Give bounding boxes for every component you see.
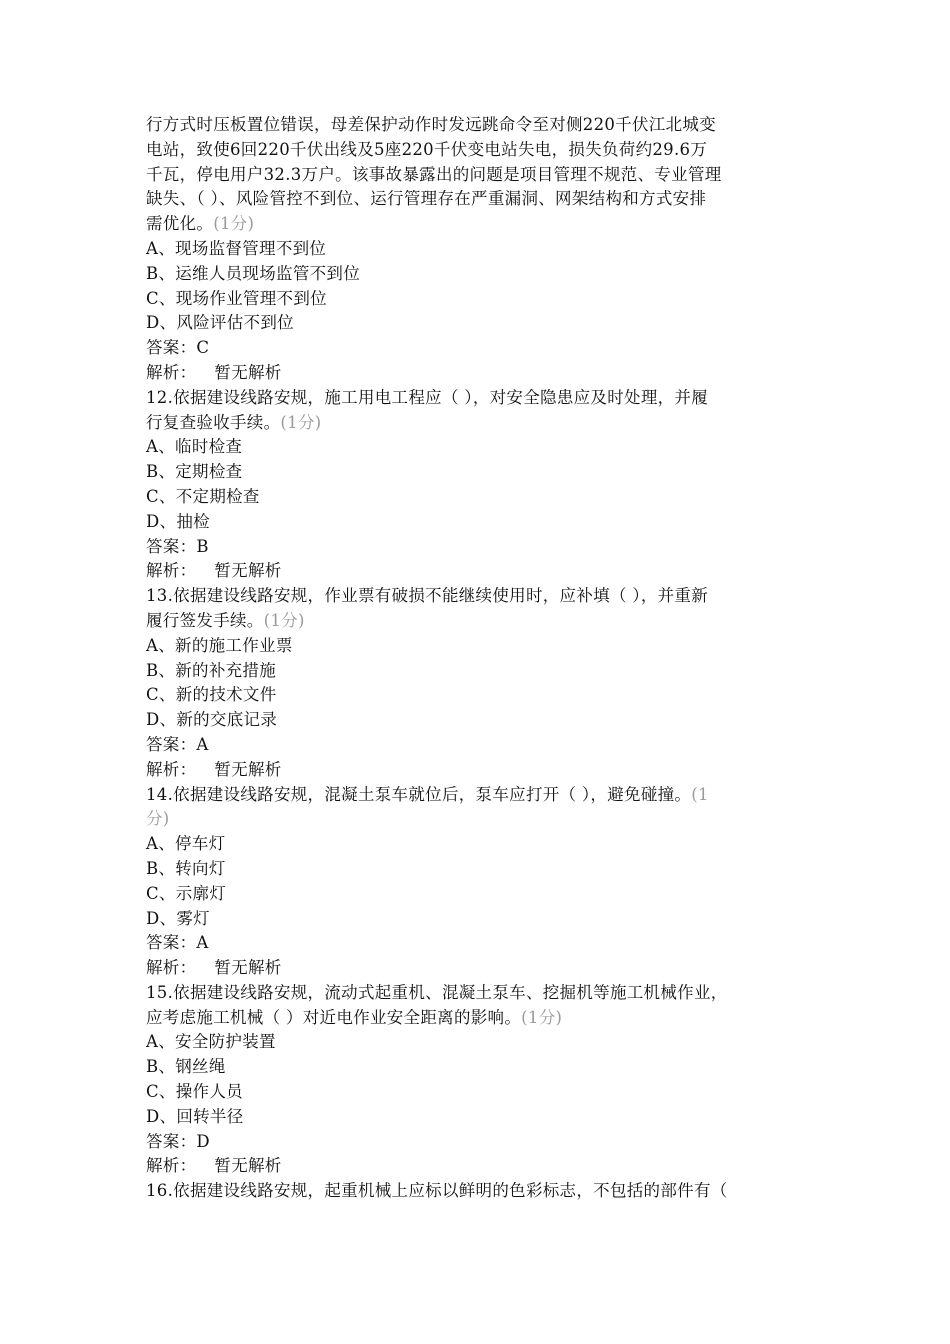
answer-line: 答案：D [146, 1131, 210, 1151]
answer-line: 答案：A [146, 734, 209, 754]
option-d: D、抽检 [146, 511, 210, 531]
analysis-text: 暂无解析 [214, 362, 282, 382]
question-text-line: 13.依据建设线路安规，作业票有破损不能继续使用时，应补填（ ），并重新 [146, 586, 709, 606]
score-label: 分) [146, 809, 170, 829]
analysis-line [146, 1154, 806, 1179]
answer-line: 答案：A [146, 933, 209, 953]
question-text-line: 行方式时压板置位错误，母差保护动作时发远跳命令至对侧220千伏江北城变 [146, 115, 716, 134]
question-text: 14.依据建设线路安规，混凝土泵车就位后，泵车应打开（ ），避免碰撞。 [146, 784, 692, 804]
score-label: (1分) [521, 1007, 563, 1027]
question-content [146, 113, 806, 1204]
analysis-label: 解析： [146, 561, 197, 581]
option-b: B、新的补充措施 [146, 660, 277, 680]
option-a: A、停车灯 [146, 834, 226, 854]
question-text-line [146, 783, 806, 808]
option-c: C、示廓灯 [146, 883, 227, 903]
option-b: B、转向灯 [146, 858, 226, 878]
option-b: B、钢丝绳 [146, 1057, 226, 1077]
question-text: 行复查验收手续。 [146, 412, 281, 432]
analysis-label: 解析： [146, 958, 197, 978]
score-label: (1分) [263, 610, 305, 630]
option-d: D、回转半径 [146, 1106, 244, 1126]
answer-line: 答案：B [146, 536, 209, 556]
analysis-text: 暂无解析 [214, 759, 282, 779]
option-c: C、新的技术文件 [146, 685, 277, 705]
option-a: A、安全防护装置 [146, 1032, 276, 1052]
question-text-line: 缺失、（ ）、风险管控不到位、运行管理存在严重漏洞、网架结构和方式安排 [146, 189, 707, 209]
question-text-line: 千瓦，停电用户32.3万户。该事故暴露出的问题是项目管理不规范、专业管理 [146, 164, 722, 184]
score-label: (1 [691, 784, 709, 804]
option-d: D、雾灯 [146, 908, 210, 928]
question-text-line: 电站，致使6回220千伏出线及5座220千伏变电站失电，损失负荷约29.6万 [146, 139, 708, 159]
question-text: 履行签发手续。 [146, 610, 264, 630]
question-text-line: 15.依据建设线路安规，流动式起重机、混凝土泵车、挖掘机等施工机械作业， [146, 982, 728, 1002]
question-text-line [146, 1006, 806, 1031]
score-label: (1分) [213, 214, 255, 234]
option-a: A、临时检查 [146, 437, 243, 457]
score-label: (1分) [280, 412, 322, 432]
analysis-line [146, 758, 806, 783]
analysis-label: 解析： [146, 362, 197, 382]
option-b: B、运维人员现场监管不到位 [146, 263, 361, 283]
question-text: 应考虑施工机械（ ）对近电作业安全距离的影响。 [146, 1007, 522, 1027]
option-b: B、定期检查 [146, 462, 243, 482]
analysis-text: 暂无解析 [214, 561, 282, 581]
analysis-line [146, 559, 806, 584]
analysis-label: 解析： [146, 1156, 197, 1176]
question-text-line [146, 212, 806, 237]
question-text-line: 16.依据建设线路安规，起重机械上应标以鲜明的色彩标志，不包括的部件有（ [146, 1181, 728, 1201]
option-c: C、不定期检查 [146, 486, 260, 506]
option-d: D、风险评估不到位 [146, 313, 294, 333]
question-text-line [146, 411, 806, 436]
analysis-label: 解析： [146, 759, 197, 779]
analysis-text: 暂无解析 [214, 1156, 282, 1176]
option-c: C、现场作业管理不到位 [146, 288, 327, 308]
question-text-line [146, 807, 806, 832]
analysis-text: 暂无解析 [214, 958, 282, 978]
analysis-line [146, 956, 806, 981]
option-a: A、新的施工作业票 [146, 635, 293, 655]
answer-line: 答案：C [146, 338, 210, 358]
analysis-line [146, 361, 806, 386]
option-d: D、新的交底记录 [146, 710, 278, 730]
option-c: C、操作人员 [146, 1082, 243, 1102]
option-a: A、现场监督管理不到位 [146, 238, 327, 258]
question-text-line [146, 609, 806, 634]
question-text-line: 12.依据建设线路安规，施工用电工程应（ ），对安全隐患应及时处理，并履 [146, 387, 709, 407]
question-text: 需优化。 [146, 214, 214, 234]
